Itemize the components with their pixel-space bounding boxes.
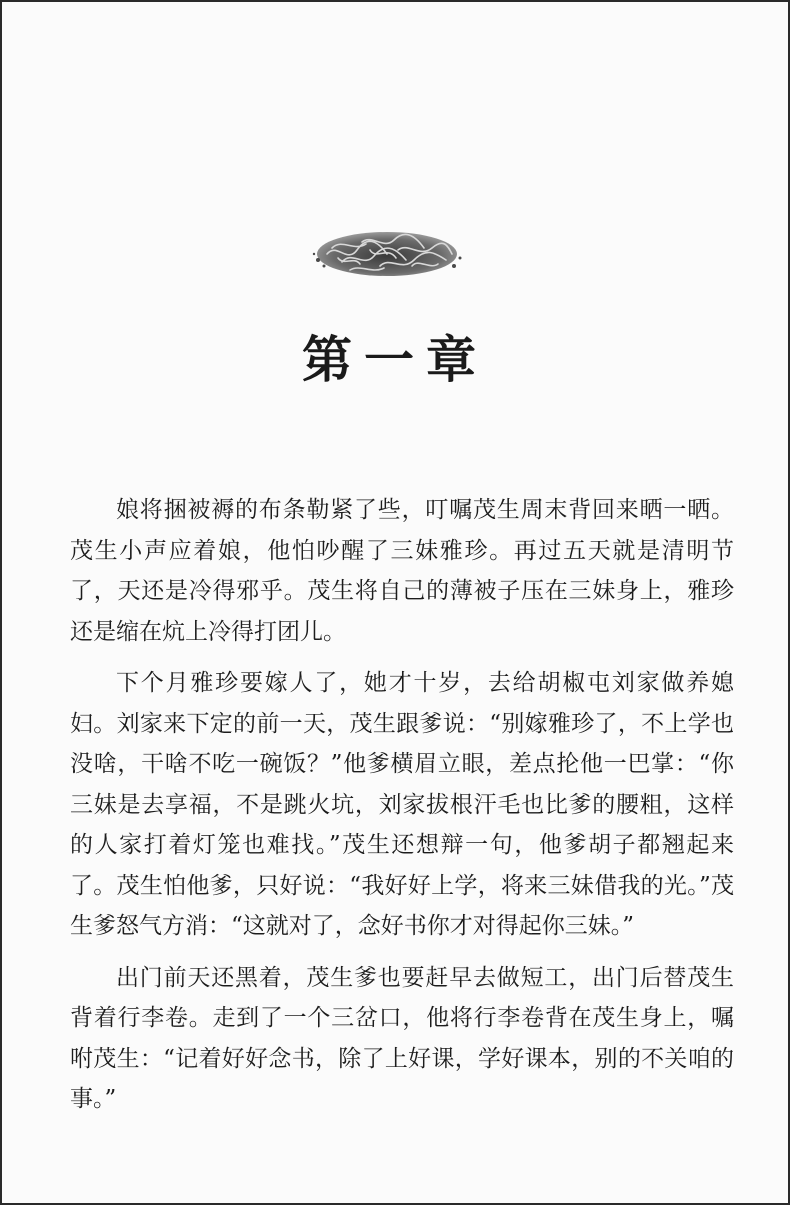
chapter-title: 第一章 (302, 330, 488, 389)
paragraph: 出门前天还黑着，茂生爹也要赶早去做短工，出门后替茂生背着行李卷。走到了一个三岔口，他将行李卷背在茂生身上，嘱咐茂生：“记着好好念书，除了上好课，学好课本，别的不关咱的事。” (70, 964, 734, 1112)
chapter-body (70, 490, 734, 1131)
noodle-pile-ornament-icon (302, 220, 472, 280)
paragraph: 娘将捆被褥的布条勒紧了些，叮嘱茂生周末背回来晒一晒。茂生小声应着娘，他怕吵醒了三妹雅珍。再过五天就是清明节了，天还是冷得邪乎。茂生将自己的薄被子压在三妹身上，雅珍还是缩在炕上冷得打团儿。 (70, 497, 734, 645)
paragraph: 下个月雅珍要嫁人了，她才十岁，去给胡椒屯刘家做养媳妇。刘家来下定的前一天，茂生跟爹说：“别嫁雅珍了，不上学也没啥，干啥不吃一碗饭？”他爹横眉立眼，差点抡他一巴掌：“你三妹是去享福，不是跳火坑，刘家拔根汗毛也比爹的腰粗，这样的人家打着灯笼也难找。”茂生还想辩一句，他爹胡子都翘起来了。茂生怕他爹，只好说：“我好好上学，将来三妹借我的光。”茂生爹怒气方消：“这就对了，念好书你才对得起你三妹。” (70, 670, 734, 939)
